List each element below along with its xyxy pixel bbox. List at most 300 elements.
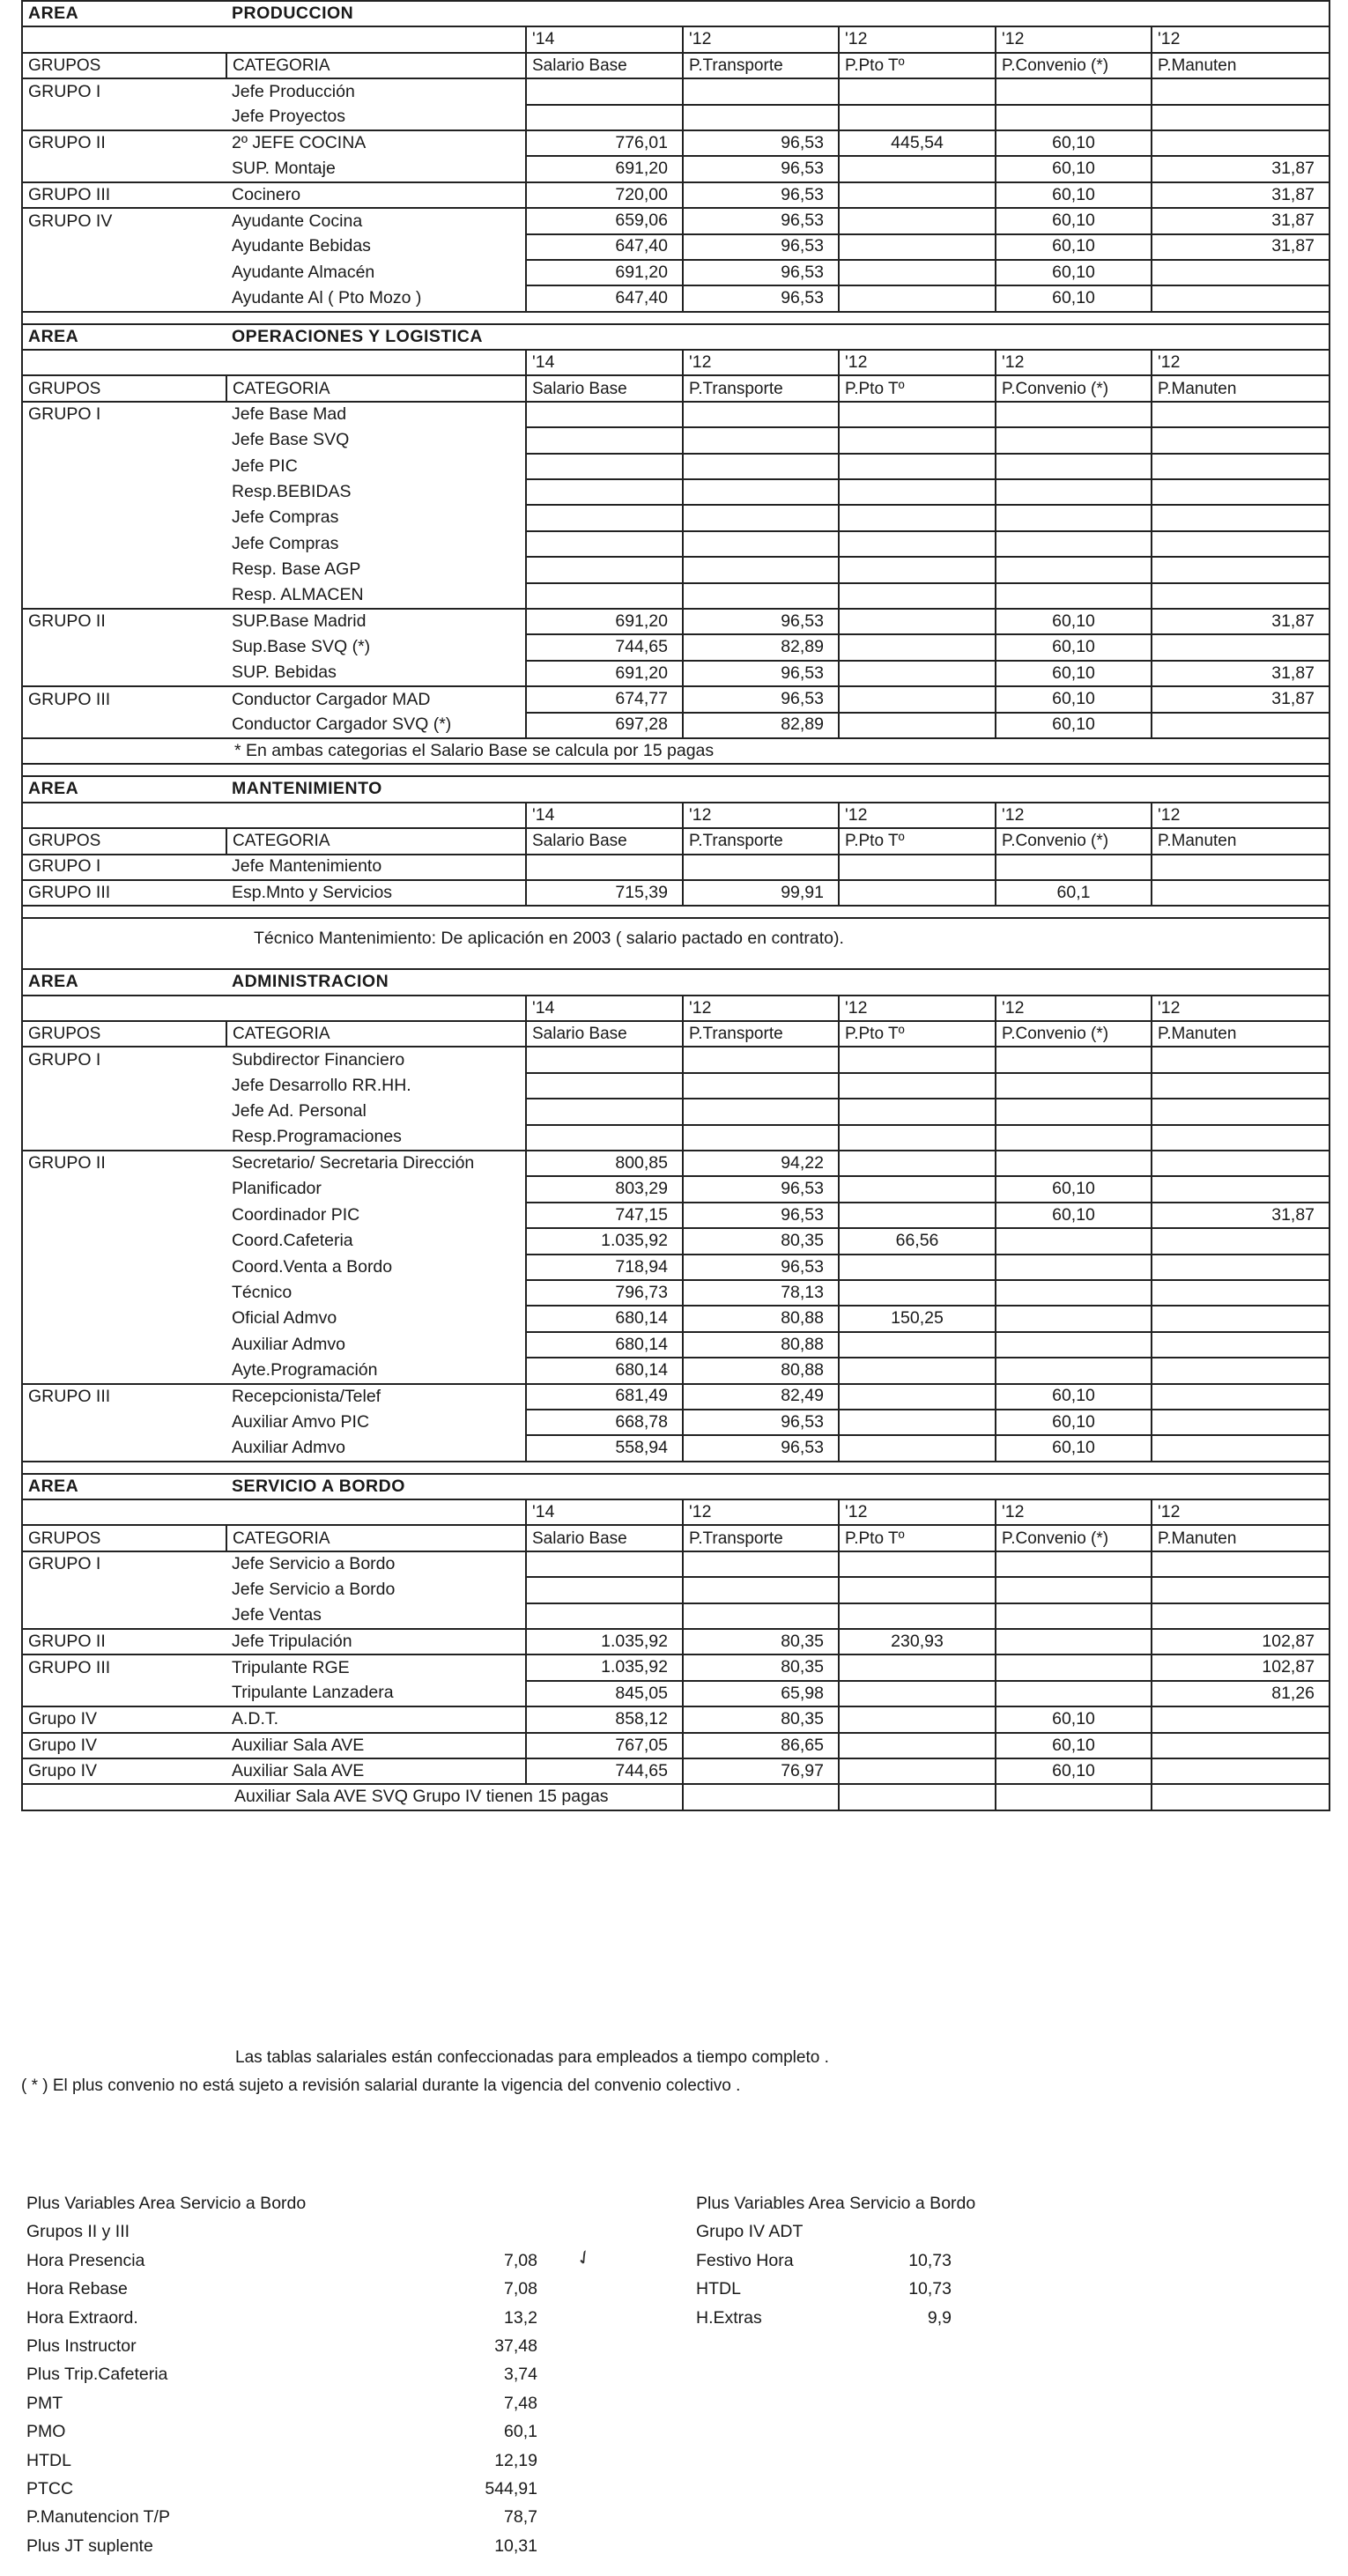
column-header-salario-base: Salario Base: [526, 53, 683, 78]
pay-count-cell: '12: [996, 803, 1152, 828]
value-cell: 680,14: [526, 1332, 683, 1358]
categoria-cell: SUP. Bebidas: [226, 661, 526, 686]
blank-cell: [22, 350, 226, 375]
table-row: [22, 1228, 1329, 1254]
plus-right-subtitle: Grupo IV ADT: [696, 2222, 804, 2242]
grupo-cell: Grupo IV: [22, 1706, 226, 1732]
column-header-p-convenio: P.Convenio (*): [996, 375, 1152, 401]
value-cell: [996, 1681, 1152, 1706]
blank-cell: [839, 1784, 996, 1810]
value-cell: 674,77: [526, 686, 683, 712]
value-cell: [996, 1551, 1152, 1577]
value-cell: 60,10: [996, 661, 1152, 686]
value-cell: [839, 1176, 996, 1202]
categoria-cell: Secretario/ Secretaria Dirección: [226, 1151, 526, 1176]
value-cell: [1152, 105, 1329, 130]
pay-count-cell: '12: [1152, 26, 1329, 52]
column-header-p-manuten: P.Manuten: [1152, 375, 1329, 401]
column-header-p-pto: P.Pto Tº: [839, 53, 996, 78]
pay-count-row: [22, 26, 1329, 52]
value-cell: 82,89: [683, 634, 839, 660]
blank-cell: [683, 1784, 839, 1810]
grupo-cell: [22, 1255, 226, 1280]
value-cell: [1152, 1255, 1329, 1280]
value-cell: 78,13: [683, 1280, 839, 1306]
table-row: [22, 1047, 1329, 1072]
value-cell: [1152, 1176, 1329, 1202]
area-row: [22, 776, 1329, 802]
spacer-row: [22, 312, 1329, 324]
check-mark: ✓: [571, 2244, 597, 2272]
categoria-cell: Jefe Base SVQ: [226, 427, 526, 453]
grupo-cell: [22, 634, 226, 660]
value-cell: 96,53: [683, 156, 839, 181]
value-cell: [839, 156, 996, 181]
grupo-cell: [22, 234, 226, 260]
plus-item-label: Plus Instructor: [26, 2335, 137, 2356]
value-cell: 60,10: [996, 1435, 1152, 1461]
table-row: [22, 1435, 1329, 1461]
grupo-cell: [22, 454, 226, 479]
plus-item: [696, 2251, 1225, 2279]
table-row: [22, 634, 1329, 660]
categoria-header: CATEGORIA: [226, 1021, 526, 1047]
table-row: [22, 1706, 1329, 1732]
value-cell: [996, 402, 1152, 427]
value-cell: 691,20: [526, 661, 683, 686]
value-cell: [839, 1577, 996, 1603]
value-cell: 96,53: [683, 1410, 839, 1435]
value-cell: [1152, 880, 1329, 906]
grupo-cell: [22, 1280, 226, 1306]
table-row: [22, 1577, 1329, 1603]
value-cell: 60,10: [996, 208, 1152, 233]
grupo-cell: [22, 1332, 226, 1358]
grupo-cell: GRUPO III: [22, 686, 226, 712]
value-cell: [996, 1358, 1152, 1383]
categoria-header: CATEGORIA: [226, 375, 526, 401]
categoria-cell: Ayudante Almacén: [226, 260, 526, 285]
value-cell: [1152, 1758, 1329, 1784]
categoria-cell: 2º JEFE COCINA: [226, 130, 526, 156]
value-cell: [1152, 260, 1329, 285]
value-cell: 96,53: [683, 1255, 839, 1280]
grupo-cell: [22, 1125, 226, 1151]
value-cell: [683, 505, 839, 530]
value-cell: [996, 105, 1152, 130]
value-cell: 96,53: [683, 661, 839, 686]
value-cell: [839, 479, 996, 505]
column-header-p-manuten: P.Manuten: [1152, 53, 1329, 78]
plus-item-value: 37,48: [494, 2335, 537, 2356]
plus-left-subtitle: Grupos II y III: [26, 2222, 130, 2242]
table-row: [22, 260, 1329, 285]
value-cell: 66,56: [839, 1228, 996, 1254]
grupo-cell: [22, 1306, 226, 1331]
value-cell: 659,06: [526, 208, 683, 233]
value-cell: [839, 713, 996, 738]
value-cell: 691,20: [526, 260, 683, 285]
categoria-cell: Auxiliar Sala AVE: [226, 1758, 526, 1784]
plus-item-value: 7,48: [504, 2393, 537, 2413]
blank-cell: [22, 803, 226, 828]
value-cell: [839, 1733, 996, 1758]
value-cell: 80,88: [683, 1306, 839, 1331]
area-row: [22, 1, 1329, 26]
plus-left-title: Plus Variables Area Servicio a Bordo: [26, 2194, 307, 2213]
pay-count-cell: '14: [526, 350, 683, 375]
value-cell: [526, 583, 683, 609]
value-cell: 691,20: [526, 609, 683, 634]
value-cell: [996, 1151, 1152, 1176]
value-cell: [1152, 1603, 1329, 1629]
grupos-header: GRUPOS: [22, 1525, 226, 1551]
grupo-cell: [22, 1681, 226, 1706]
grupo-cell: GRUPO II: [22, 609, 226, 634]
column-header-p-convenio: P.Convenio (*): [996, 828, 1152, 854]
value-cell: 680,14: [526, 1358, 683, 1383]
value-cell: [839, 634, 996, 660]
plus-right-title: Plus Variables Area Servicio a Bordo: [696, 2194, 976, 2213]
plus-item-value: 10,31: [494, 2535, 537, 2556]
plus-item-value: 10,73: [908, 2279, 952, 2299]
table-row: [22, 1099, 1329, 1124]
value-cell: 60,10: [996, 1176, 1152, 1202]
column-header-p-pto: P.Pto Tº: [839, 1021, 996, 1047]
categoria-cell: Técnico: [226, 1280, 526, 1306]
value-cell: 86,65: [683, 1733, 839, 1758]
table-row: [22, 1603, 1329, 1629]
pay-count-cell: '12: [996, 996, 1152, 1021]
value-cell: 858,12: [526, 1706, 683, 1732]
value-cell: [839, 505, 996, 530]
plus-item: [26, 2365, 537, 2393]
column-header-salario-base: Salario Base: [526, 1021, 683, 1047]
plus-item-value: 9,9: [927, 2307, 952, 2328]
table-row: [22, 1306, 1329, 1331]
categoria-cell: Resp.Programaciones: [226, 1125, 526, 1151]
table-row: [22, 1358, 1329, 1383]
categoria-cell: A.D.T.: [226, 1706, 526, 1732]
area-name: SERVICIO A BORDO: [226, 1474, 1329, 1499]
column-header-p-pto: P.Pto Tº: [839, 375, 996, 401]
value-cell: 80,35: [683, 1228, 839, 1254]
value-cell: [839, 1203, 996, 1228]
spacer-row: [22, 906, 1329, 918]
blank-cell: [226, 803, 526, 828]
plus-item-label: PMT: [26, 2393, 63, 2413]
categoria-cell: Jefe Proyectos: [226, 105, 526, 130]
categoria-cell: Conductor Cargador SVQ (*): [226, 713, 526, 738]
value-cell: 102,87: [1152, 1629, 1329, 1654]
value-cell: 31,87: [1152, 156, 1329, 181]
value-cell: [996, 1099, 1152, 1124]
plus-item-label: PTCC: [26, 2478, 74, 2498]
grupo-cell: GRUPO II: [22, 1629, 226, 1654]
value-cell: [839, 427, 996, 453]
value-cell: 31,87: [1152, 686, 1329, 712]
area-row: [22, 1474, 1329, 1499]
value-cell: [683, 1125, 839, 1151]
value-cell: [683, 1603, 839, 1629]
column-header-p-convenio: P.Convenio (*): [996, 1525, 1152, 1551]
table-row: [22, 105, 1329, 130]
spacer-cell: [22, 764, 1329, 776]
table-row: [22, 1758, 1329, 1784]
table-row: [22, 531, 1329, 557]
value-cell: 96,53: [683, 1176, 839, 1202]
section-note: * En ambas categorias el Salario Base se calcula por 15 pagas: [22, 738, 1329, 764]
pay-count-cell: '14: [526, 803, 683, 828]
value-cell: 60,10: [996, 713, 1152, 738]
value-cell: [996, 78, 1152, 104]
grupo-cell: [22, 713, 226, 738]
value-cell: [1152, 1073, 1329, 1099]
categoria-cell: Jefe Compras: [226, 505, 526, 530]
value-cell: [1152, 1332, 1329, 1358]
column-header-p-convenio: P.Convenio (*): [996, 53, 1152, 78]
grupo-cell: Grupo IV: [22, 1758, 226, 1784]
value-cell: 60,10: [996, 234, 1152, 260]
note-row: [22, 738, 1329, 764]
grupo-cell: GRUPO I: [22, 78, 226, 104]
value-cell: [839, 1435, 996, 1461]
value-cell: 76,97: [683, 1758, 839, 1784]
table-row: [22, 1384, 1329, 1410]
value-cell: [1152, 1706, 1329, 1732]
pay-count-row: [22, 350, 1329, 375]
value-cell: 230,93: [839, 1629, 996, 1654]
categoria-cell: Auxiliar Amvo PIC: [226, 1410, 526, 1435]
value-cell: 96,53: [683, 130, 839, 156]
value-cell: 80,88: [683, 1332, 839, 1358]
plus-item: [26, 2279, 537, 2307]
table-row: [22, 454, 1329, 479]
categoria-cell: Ayte.Programación: [226, 1358, 526, 1383]
value-cell: [996, 479, 1152, 505]
categoria-cell: Jefe Tripulación: [226, 1629, 526, 1654]
value-cell: [1152, 634, 1329, 660]
table-row: [22, 427, 1329, 453]
value-cell: [526, 402, 683, 427]
value-cell: [839, 105, 996, 130]
value-cell: [1152, 1306, 1329, 1331]
spacer-cell: [22, 1462, 1329, 1474]
plus-item: [26, 2451, 537, 2479]
value-cell: [1152, 78, 1329, 104]
value-cell: [683, 1073, 839, 1099]
column-header-row: [22, 375, 1329, 401]
plus-item-label: H.Extras: [696, 2307, 762, 2328]
pay-count-cell: '12: [996, 26, 1152, 52]
grupo-cell: [22, 285, 226, 311]
value-cell: 99,91: [683, 880, 839, 906]
column-header-row: [22, 53, 1329, 78]
value-cell: 65,98: [683, 1681, 839, 1706]
pay-count-cell: '12: [683, 26, 839, 52]
table-row: [22, 1733, 1329, 1758]
categoria-cell: Resp.BEBIDAS: [226, 479, 526, 505]
grupo-cell: GRUPO III: [22, 880, 226, 906]
value-cell: 60,10: [996, 156, 1152, 181]
plus-item-label: Plus Trip.Cafeteria: [26, 2365, 168, 2385]
value-cell: [1152, 285, 1329, 311]
value-cell: [1152, 1047, 1329, 1072]
column-header-row: [22, 1525, 1329, 1551]
value-cell: [839, 1706, 996, 1732]
value-cell: [996, 1125, 1152, 1151]
value-cell: 803,29: [526, 1176, 683, 1202]
value-cell: 31,87: [1152, 661, 1329, 686]
pay-count-cell: '12: [683, 996, 839, 1021]
salary-table: [21, 0, 1330, 1811]
pay-count-cell: '12: [683, 803, 839, 828]
plus-item-label: Hora Presencia: [26, 2250, 145, 2270]
value-cell: [526, 78, 683, 104]
column-header-row: [22, 1021, 1329, 1047]
plus-item-label: Hora Rebase: [26, 2279, 128, 2299]
value-cell: [839, 686, 996, 712]
area-row: [22, 324, 1329, 350]
value-cell: [1152, 1733, 1329, 1758]
value-cell: [839, 260, 996, 285]
plus-item-value: 78,7: [504, 2507, 537, 2528]
value-cell: [683, 479, 839, 505]
value-cell: [839, 1255, 996, 1280]
value-cell: [839, 1332, 996, 1358]
column-header-p-transporte: P.Transporte: [683, 828, 839, 854]
value-cell: 681,49: [526, 1384, 683, 1410]
text-note-row: [22, 918, 1329, 958]
pay-count-cell: '14: [526, 996, 683, 1021]
plus-item-label: PMO: [26, 2422, 66, 2442]
column-header-p-pto: P.Pto Tº: [839, 1525, 996, 1551]
plus-item: [26, 2336, 537, 2365]
value-cell: [526, 1551, 683, 1577]
column-header-p-transporte: P.Transporte: [683, 1021, 839, 1047]
pay-count-cell: '12: [683, 350, 839, 375]
categoria-cell: Auxiliar Sala AVE: [226, 1733, 526, 1758]
value-cell: [526, 454, 683, 479]
value-cell: 744,65: [526, 634, 683, 660]
categoria-cell: Auxiliar Admvo: [226, 1332, 526, 1358]
blank-cell: [1152, 1784, 1329, 1810]
value-cell: [1152, 1125, 1329, 1151]
table-row: [22, 1410, 1329, 1435]
categoria-cell: Auxiliar Admvo: [226, 1435, 526, 1461]
area-name: PRODUCCION: [226, 1, 1329, 26]
pay-count-cell: '12: [996, 1499, 1152, 1525]
value-cell: [526, 1047, 683, 1072]
value-cell: [683, 78, 839, 104]
grupo-cell: [22, 156, 226, 181]
categoria-cell: Coord.Venta a Bordo: [226, 1255, 526, 1280]
value-cell: 680,14: [526, 1306, 683, 1331]
plus-item-value: 13,2: [504, 2307, 537, 2328]
value-cell: [1152, 130, 1329, 156]
grupo-cell: [22, 1099, 226, 1124]
categoria-cell: SUP. Montaje: [226, 156, 526, 181]
value-cell: [839, 1358, 996, 1383]
categoria-cell: Jefe Servicio a Bordo: [226, 1551, 526, 1577]
value-cell: [839, 1410, 996, 1435]
value-cell: [839, 182, 996, 208]
value-cell: 60,10: [996, 1410, 1152, 1435]
pay-count-cell: '12: [1152, 1499, 1329, 1525]
value-cell: 691,20: [526, 156, 683, 181]
table-row: [22, 479, 1329, 505]
column-header-p-transporte: P.Transporte: [683, 1525, 839, 1551]
value-cell: 60,10: [996, 1758, 1152, 1784]
value-cell: [1152, 1551, 1329, 1577]
categoria-header: CATEGORIA: [226, 828, 526, 854]
plus-item: [696, 2308, 1225, 2336]
column-header-p-manuten: P.Manuten: [1152, 1525, 1329, 1551]
grupo-cell: GRUPO I: [22, 402, 226, 427]
value-cell: 1.035,92: [526, 1629, 683, 1654]
value-cell: [996, 1047, 1152, 1072]
plus-item-value: 10,73: [908, 2250, 952, 2270]
value-cell: [839, 454, 996, 479]
value-cell: [996, 1228, 1152, 1254]
grupo-cell: [22, 479, 226, 505]
table-row: [22, 208, 1329, 233]
value-cell: 720,00: [526, 182, 683, 208]
pay-count-row: [22, 1499, 1329, 1525]
value-cell: [839, 1151, 996, 1176]
spacer-row: [22, 764, 1329, 776]
value-cell: 102,87: [1152, 1654, 1329, 1680]
value-cell: [526, 557, 683, 582]
value-cell: [683, 531, 839, 557]
area-label: AREA: [22, 324, 226, 350]
value-cell: [683, 105, 839, 130]
table-row: [22, 130, 1329, 156]
value-cell: [839, 402, 996, 427]
value-cell: 697,28: [526, 713, 683, 738]
value-cell: [839, 1384, 996, 1410]
value-cell: 80,88: [683, 1358, 839, 1383]
grupo-cell: GRUPO IV: [22, 208, 226, 233]
value-cell: [1152, 454, 1329, 479]
plus-item-label: HTDL: [696, 2279, 741, 2299]
categoria-cell: Jefe Compras: [226, 531, 526, 557]
value-cell: 796,73: [526, 1280, 683, 1306]
grupo-cell: [22, 1435, 226, 1461]
blank-cell: [226, 26, 526, 52]
value-cell: 96,53: [683, 1203, 839, 1228]
grupos-header: GRUPOS: [22, 1021, 226, 1047]
column-header-p-pto: P.Pto Tº: [839, 828, 996, 854]
value-cell: [996, 427, 1152, 453]
value-cell: [1152, 427, 1329, 453]
column-header-p-manuten: P.Manuten: [1152, 828, 1329, 854]
plus-item: [26, 2507, 537, 2535]
value-cell: [839, 1654, 996, 1680]
value-cell: [526, 1099, 683, 1124]
value-cell: [1152, 855, 1329, 880]
table-row: [22, 1203, 1329, 1228]
table-row: [22, 855, 1329, 880]
grupo-cell: [22, 583, 226, 609]
table-row: [22, 713, 1329, 738]
table-row: [22, 1654, 1329, 1680]
value-cell: [996, 1603, 1152, 1629]
value-cell: [996, 1306, 1152, 1331]
categoria-cell: Jefe Servicio a Bordo: [226, 1577, 526, 1603]
column-header-p-convenio: P.Convenio (*): [996, 1021, 1152, 1047]
value-cell: [839, 1603, 996, 1629]
